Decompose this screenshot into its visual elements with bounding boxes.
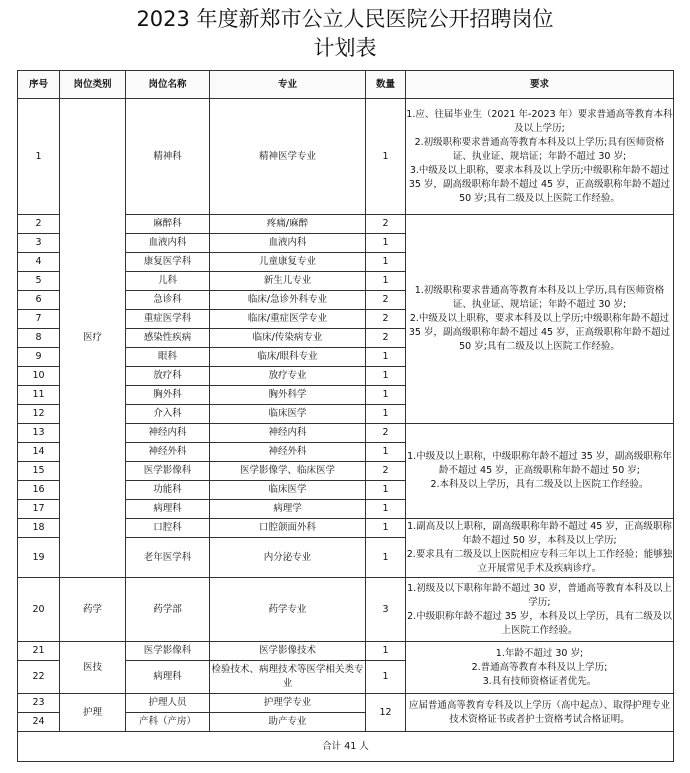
cell-no: 2 — [18, 215, 60, 234]
total-count: 合计 41 人 — [18, 732, 674, 762]
cell-no: 8 — [18, 329, 60, 348]
cell-no: 13 — [18, 424, 60, 443]
cell-count: 1 — [366, 443, 406, 462]
cell-major: 临床医学 — [210, 481, 366, 500]
cell-major: 疼痛/麻醉 — [210, 215, 366, 234]
cell-count: 1 — [366, 272, 406, 291]
cell-count: 1 — [366, 481, 406, 500]
cell-major: 病理学 — [210, 500, 366, 519]
cell-major: 胸外科学 — [210, 386, 366, 405]
cell-position: 精神科 — [126, 99, 210, 215]
table-row — [18, 694, 674, 713]
cell-position: 病理科 — [126, 661, 210, 694]
cell-position: 介入科 — [126, 405, 210, 424]
cell-count: 1 — [366, 642, 406, 661]
cell-major: 放疗专业 — [210, 367, 366, 386]
cell-major: 临床/眼科专业 — [210, 348, 366, 367]
cell-major: 儿童康复专业 — [210, 253, 366, 272]
req-line: 1.副高及以上职称，副高级职称年龄不超过 45 岁，正高级职称年龄不超过 50 岁，本科及以上学历; — [407, 521, 672, 546]
header-count: 数量 — [366, 71, 406, 99]
cell-count: 1 — [366, 99, 406, 215]
requirements-23-24 — [406, 694, 674, 732]
table-row — [18, 578, 674, 642]
requirements-1 — [406, 99, 674, 215]
cell-position: 神经内科 — [126, 424, 210, 443]
cell-no: 18 — [18, 519, 60, 538]
total-row — [18, 732, 674, 762]
cell-no: 9 — [18, 348, 60, 367]
cell-major: 临床/急诊外科专业 — [210, 291, 366, 310]
cell-count: 12 — [366, 694, 406, 732]
cell-position: 产科（产房） — [126, 713, 210, 732]
cell-major: 口腔颌面外科 — [210, 519, 366, 538]
req-line: 2.中级职称年龄不超过 35 岁，本科及以上学历，具有二级及以上医院工作经验。 — [407, 610, 672, 636]
recruitment-table — [17, 70, 674, 762]
req-line: 3.具有技师资格证者优先。 — [482, 675, 597, 687]
header-row — [18, 71, 674, 99]
requirements-21-22 — [406, 642, 674, 694]
cell-no: 4 — [18, 253, 60, 272]
cell-major: 内分泌专业 — [210, 538, 366, 578]
cell-no: 24 — [18, 713, 60, 732]
cell-position: 麻醉科 — [126, 215, 210, 234]
cell-count: 1 — [366, 519, 406, 538]
cell-position: 医学影像科 — [126, 462, 210, 481]
cell-count: 2 — [366, 462, 406, 481]
requirements-18-19 — [406, 519, 674, 578]
req-line: 1.初级及以下职称年龄不超过 30 岁，普通高等教育本科及以上学历; — [407, 582, 672, 608]
cell-no: 6 — [18, 291, 60, 310]
cell-major: 血液内科 — [210, 234, 366, 253]
requirements-2-12 — [406, 215, 674, 424]
cell-major: 精神医学专业 — [210, 99, 366, 215]
cell-major: 检验技术、病理技术等医学相关类专业 — [210, 661, 366, 694]
cell-major: 神经内科 — [210, 424, 366, 443]
req-line: 3.中级及以上职称，要求本科及以上学历;中级职称年龄不超过 35 岁，副高级职称年龄不超过 45 岁，正高级职称年龄不超过 50 岁;具有二级及以上医院工作经验。 — [408, 164, 671, 204]
cell-major: 医学影像技术 — [210, 642, 366, 661]
req-line: 2.要求具有二级及以上医院相应专科三年以上工作经验；能够独立开展常见手术及疾病诊疗。 — [406, 549, 673, 574]
cell-position: 重症医学科 — [126, 310, 210, 329]
cell-no: 11 — [18, 386, 60, 405]
header-requirements: 要求 — [406, 71, 674, 99]
cell-no: 19 — [18, 538, 60, 578]
cell-no: 15 — [18, 462, 60, 481]
req-line: 2.初级职称要求普通高等教育本科及以上学历;具有医师资格证、执业证、规培证；年龄不超过 30 岁; — [414, 136, 665, 162]
page-title: 2023 年度新郑市公立人民医院公开招聘岗位 — [136, 7, 554, 31]
cell-no: 7 — [18, 310, 60, 329]
header-no: 序号 — [18, 71, 60, 99]
cell-no: 22 — [18, 661, 60, 694]
req-line: 应届普通高等教育专科及以上学历（高中起点）、取得护理专业技术资格证书或者护士资格考试合格证明。 — [408, 699, 671, 725]
category-technician: 医技 — [60, 642, 126, 694]
cell-count: 1 — [366, 367, 406, 386]
cell-position: 感染性疾病 — [126, 329, 210, 348]
cell-no: 1 — [18, 99, 60, 215]
cell-count: 1 — [366, 538, 406, 578]
cell-position: 胸外科 — [126, 386, 210, 405]
cell-position: 血液内科 — [126, 234, 210, 253]
cell-major: 护理学专业 — [210, 694, 366, 713]
req-line: 2.本科及以上学历，具有二级及以上医院工作经验。 — [430, 479, 649, 490]
req-line: 2.普通高等教育本科及以上学历; — [471, 661, 608, 673]
requirements-13-17 — [406, 424, 674, 519]
req-line: 1.中级及以上职称，中级职称年龄不超过 35 岁，副高级职称年龄不超过 45 岁，正高级职称年龄不超过 50 岁; — [407, 451, 672, 476]
cell-position: 神经外科 — [126, 443, 210, 462]
cell-position: 康复医学科 — [126, 253, 210, 272]
header-category: 岗位类别 — [60, 71, 126, 99]
cell-position: 急诊科 — [126, 291, 210, 310]
category-pharmacy: 药学 — [60, 578, 126, 642]
cell-position: 医学影像科 — [126, 642, 210, 661]
cell-major: 新生儿专业 — [210, 272, 366, 291]
cell-count: 2 — [366, 215, 406, 234]
cell-no: 3 — [18, 234, 60, 253]
cell-no: 21 — [18, 642, 60, 661]
category-nursing: 护理 — [60, 694, 126, 732]
cell-major: 临床/传染病专业 — [210, 329, 366, 348]
cell-major: 助产专业 — [210, 713, 366, 732]
cell-no: 17 — [18, 500, 60, 519]
cell-major: 医学影像学、临床医学 — [210, 462, 366, 481]
cell-no: 16 — [18, 481, 60, 500]
cell-major: 药学专业 — [210, 578, 366, 642]
header-position: 岗位名称 — [126, 71, 210, 99]
cell-no: 20 — [18, 578, 60, 642]
table-row — [18, 642, 674, 661]
category-medical: 医疗 — [60, 99, 126, 578]
cell-count: 1 — [366, 234, 406, 253]
cell-no: 12 — [18, 405, 60, 424]
cell-count: 1 — [366, 500, 406, 519]
cell-position: 病理科 — [126, 500, 210, 519]
cell-position: 口腔科 — [126, 519, 210, 538]
cell-position: 药学部 — [126, 578, 210, 642]
cell-count: 1 — [366, 386, 406, 405]
cell-count: 2 — [366, 424, 406, 443]
header-major: 专业 — [210, 71, 366, 99]
requirements-20 — [406, 578, 674, 642]
req-line: 2.中级及以上职称，要求本科及以上学历;中级职称年龄不超过 35 岁，副高级职称年龄不超过 45 岁，正高级职称年龄不超过 50 岁;具有二级及以上医院工作经验。 — [408, 313, 671, 352]
cell-count: 3 — [366, 578, 406, 642]
cell-count: 1 — [366, 405, 406, 424]
cell-count: 2 — [366, 310, 406, 329]
cell-position: 眼科 — [126, 348, 210, 367]
cell-no: 10 — [18, 367, 60, 386]
cell-count: 1 — [366, 348, 406, 367]
cell-position: 儿科 — [126, 272, 210, 291]
cell-count: 1 — [366, 253, 406, 272]
cell-major: 临床/重症医学专业 — [210, 310, 366, 329]
cell-major: 临床医学 — [210, 405, 366, 424]
cell-position: 功能科 — [126, 481, 210, 500]
cell-position: 老年医学科 — [126, 538, 210, 578]
req-line: 1.年龄不超过 30 岁; — [495, 647, 584, 659]
cell-count: 2 — [366, 329, 406, 348]
table-row — [18, 99, 674, 215]
cell-count: 2 — [366, 291, 406, 310]
req-line: 1.初级职称要求普通高等教育本科及以上学历,具有医师资格证、执业证、规培证；年龄不超过 30 岁; — [414, 285, 665, 310]
cell-major: 神经外科 — [210, 443, 366, 462]
cell-no: 5 — [18, 272, 60, 291]
page-subtitle: 计划表 — [313, 36, 377, 60]
cell-position: 护理人员 — [126, 694, 210, 713]
cell-no: 23 — [18, 694, 60, 713]
cell-no: 14 — [18, 443, 60, 462]
cell-count: 1 — [366, 661, 406, 694]
cell-position: 放疗科 — [126, 367, 210, 386]
req-line: 1.应、往届毕业生（2021 年-2023 年）要求普通高等教育本科及以上学历; — [406, 108, 673, 134]
